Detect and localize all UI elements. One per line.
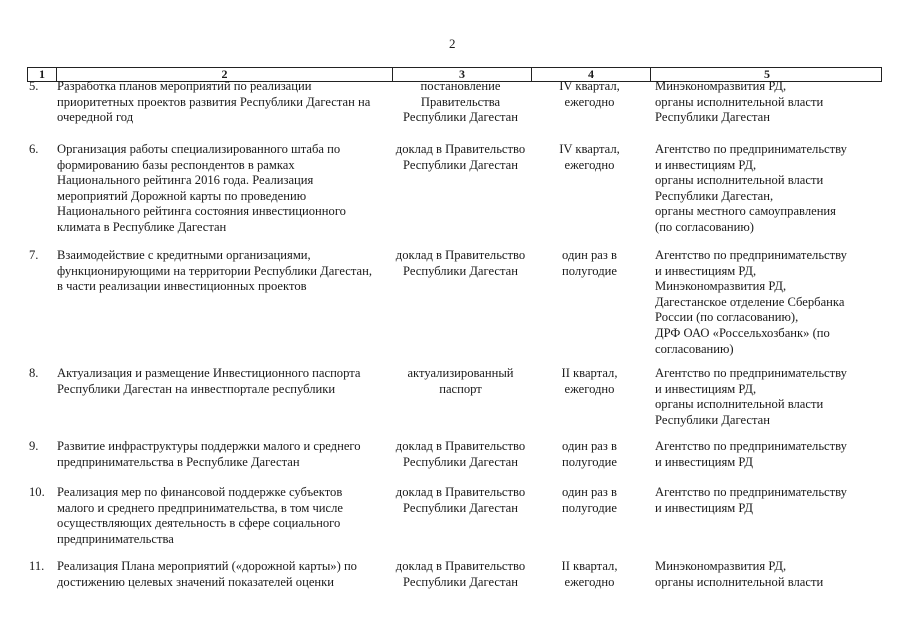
term: IV квартал, ежегодно xyxy=(559,79,620,109)
table-row xyxy=(27,79,882,126)
row-number: 8. xyxy=(29,366,39,380)
measure-title: Реализация мер по финансовой поддержке субъектов малого и среднего предпринимательства, в том числе осуществляющих деятельность в сфере социального предпринимательства xyxy=(57,485,343,546)
table-row xyxy=(27,559,882,590)
measure-title: Развитие инфраструктуры поддержки малого и среднего предпринимательства в Республике Дагестан xyxy=(57,439,361,469)
column-header-number: 1 xyxy=(39,67,45,81)
result-form: доклад в Правительство Республики Дагестан xyxy=(395,248,526,278)
measure-title: Организация работы специализированного штаба по формированию базы респондентов в рамках Национального рейтинга 2016 года. Реализация мероприятий Дорожной карты по проведению Национального рейтинга состояния инвестиционного климата в Республике Дагестан xyxy=(57,142,346,234)
measure-title: Актуализация и размещение Инвестиционного паспорта Республики Дагестан на инвестпортале республики xyxy=(57,366,361,396)
term: один раз в полугодие xyxy=(562,439,617,469)
measure-title: Взаимодействие с кредитными организациями, функционирующими на территории Республики Дагестан, в части реализации инвестиционных проектов xyxy=(57,248,372,294)
measure-title: Разработка планов мероприятий по реализации приоритетных проектов развития Республики Дагестан на очередной год xyxy=(57,79,371,125)
column-header-measure: 2 xyxy=(56,68,392,81)
column-header-term: 4 xyxy=(531,68,650,81)
result-form: доклад в Правительство Республики Дагестан xyxy=(395,559,526,589)
row-number: 6. xyxy=(29,142,39,156)
term: II квартал, ежегодно xyxy=(561,559,618,589)
term: IV квартал, ежегодно xyxy=(559,142,620,172)
result-form: доклад в Правительство Республики Дагестан xyxy=(395,142,526,172)
page-number: 2 xyxy=(449,36,456,51)
row-number: 7. xyxy=(29,248,39,262)
row-number: 9. xyxy=(29,439,39,453)
row-number: 11. xyxy=(29,559,45,573)
row-number: 10. xyxy=(29,485,45,499)
row-number: 5. xyxy=(29,79,39,93)
column-header-executors: 5 xyxy=(650,68,883,81)
column-header-result: 3 xyxy=(392,68,531,81)
measure-title: Реализация Плана мероприятий («дорожной карты») по достижению целевых значений показателей оценки xyxy=(57,559,357,589)
result-form: доклад в Правительство Республики Дагестан xyxy=(395,439,526,469)
term: II квартал, ежегодно xyxy=(561,366,618,396)
result-form: актуализированный паспорт xyxy=(407,366,514,396)
executors: Агентство по предпринимательству и инвестициям РД xyxy=(655,485,847,515)
table-row xyxy=(27,142,882,236)
executors: Минэкономразвития РД, органы исполнительной власти xyxy=(655,559,824,589)
table-row xyxy=(27,439,882,470)
term: один раз в полугодие xyxy=(562,485,617,515)
executors: Агентство по предпринимательству и инвестициям РД, органы исполнительной власти Республики Дагестан xyxy=(655,366,847,427)
executors: Агентство по предпринимательству и инвестициям РД, органы исполнительной власти Республики Дагестан, органы местного самоуправления (по согласованию) xyxy=(655,142,847,234)
table-row xyxy=(27,485,882,547)
term: один раз в полугодие xyxy=(562,248,617,278)
executors: Минэкономразвития РД, органы исполнительной власти Республики Дагестан xyxy=(655,79,824,125)
result-form: доклад в Правительство Республики Дагестан xyxy=(395,485,526,515)
result-form: постановление Правительства Республики Дагестан xyxy=(403,79,518,125)
executors: Агентство по предпринимательству и инвестициям РД, Минэкономразвития РД, Дагестанское отделение Сбербанка России (по согласованию), ДРФ ОАО «Россельхозбанк» (по согласованию) xyxy=(655,248,847,356)
executors: Агентство по предпринимательству и инвестициям РД xyxy=(655,439,847,469)
table-row xyxy=(27,248,882,357)
table-row xyxy=(27,366,882,428)
measures-table xyxy=(27,67,882,589)
